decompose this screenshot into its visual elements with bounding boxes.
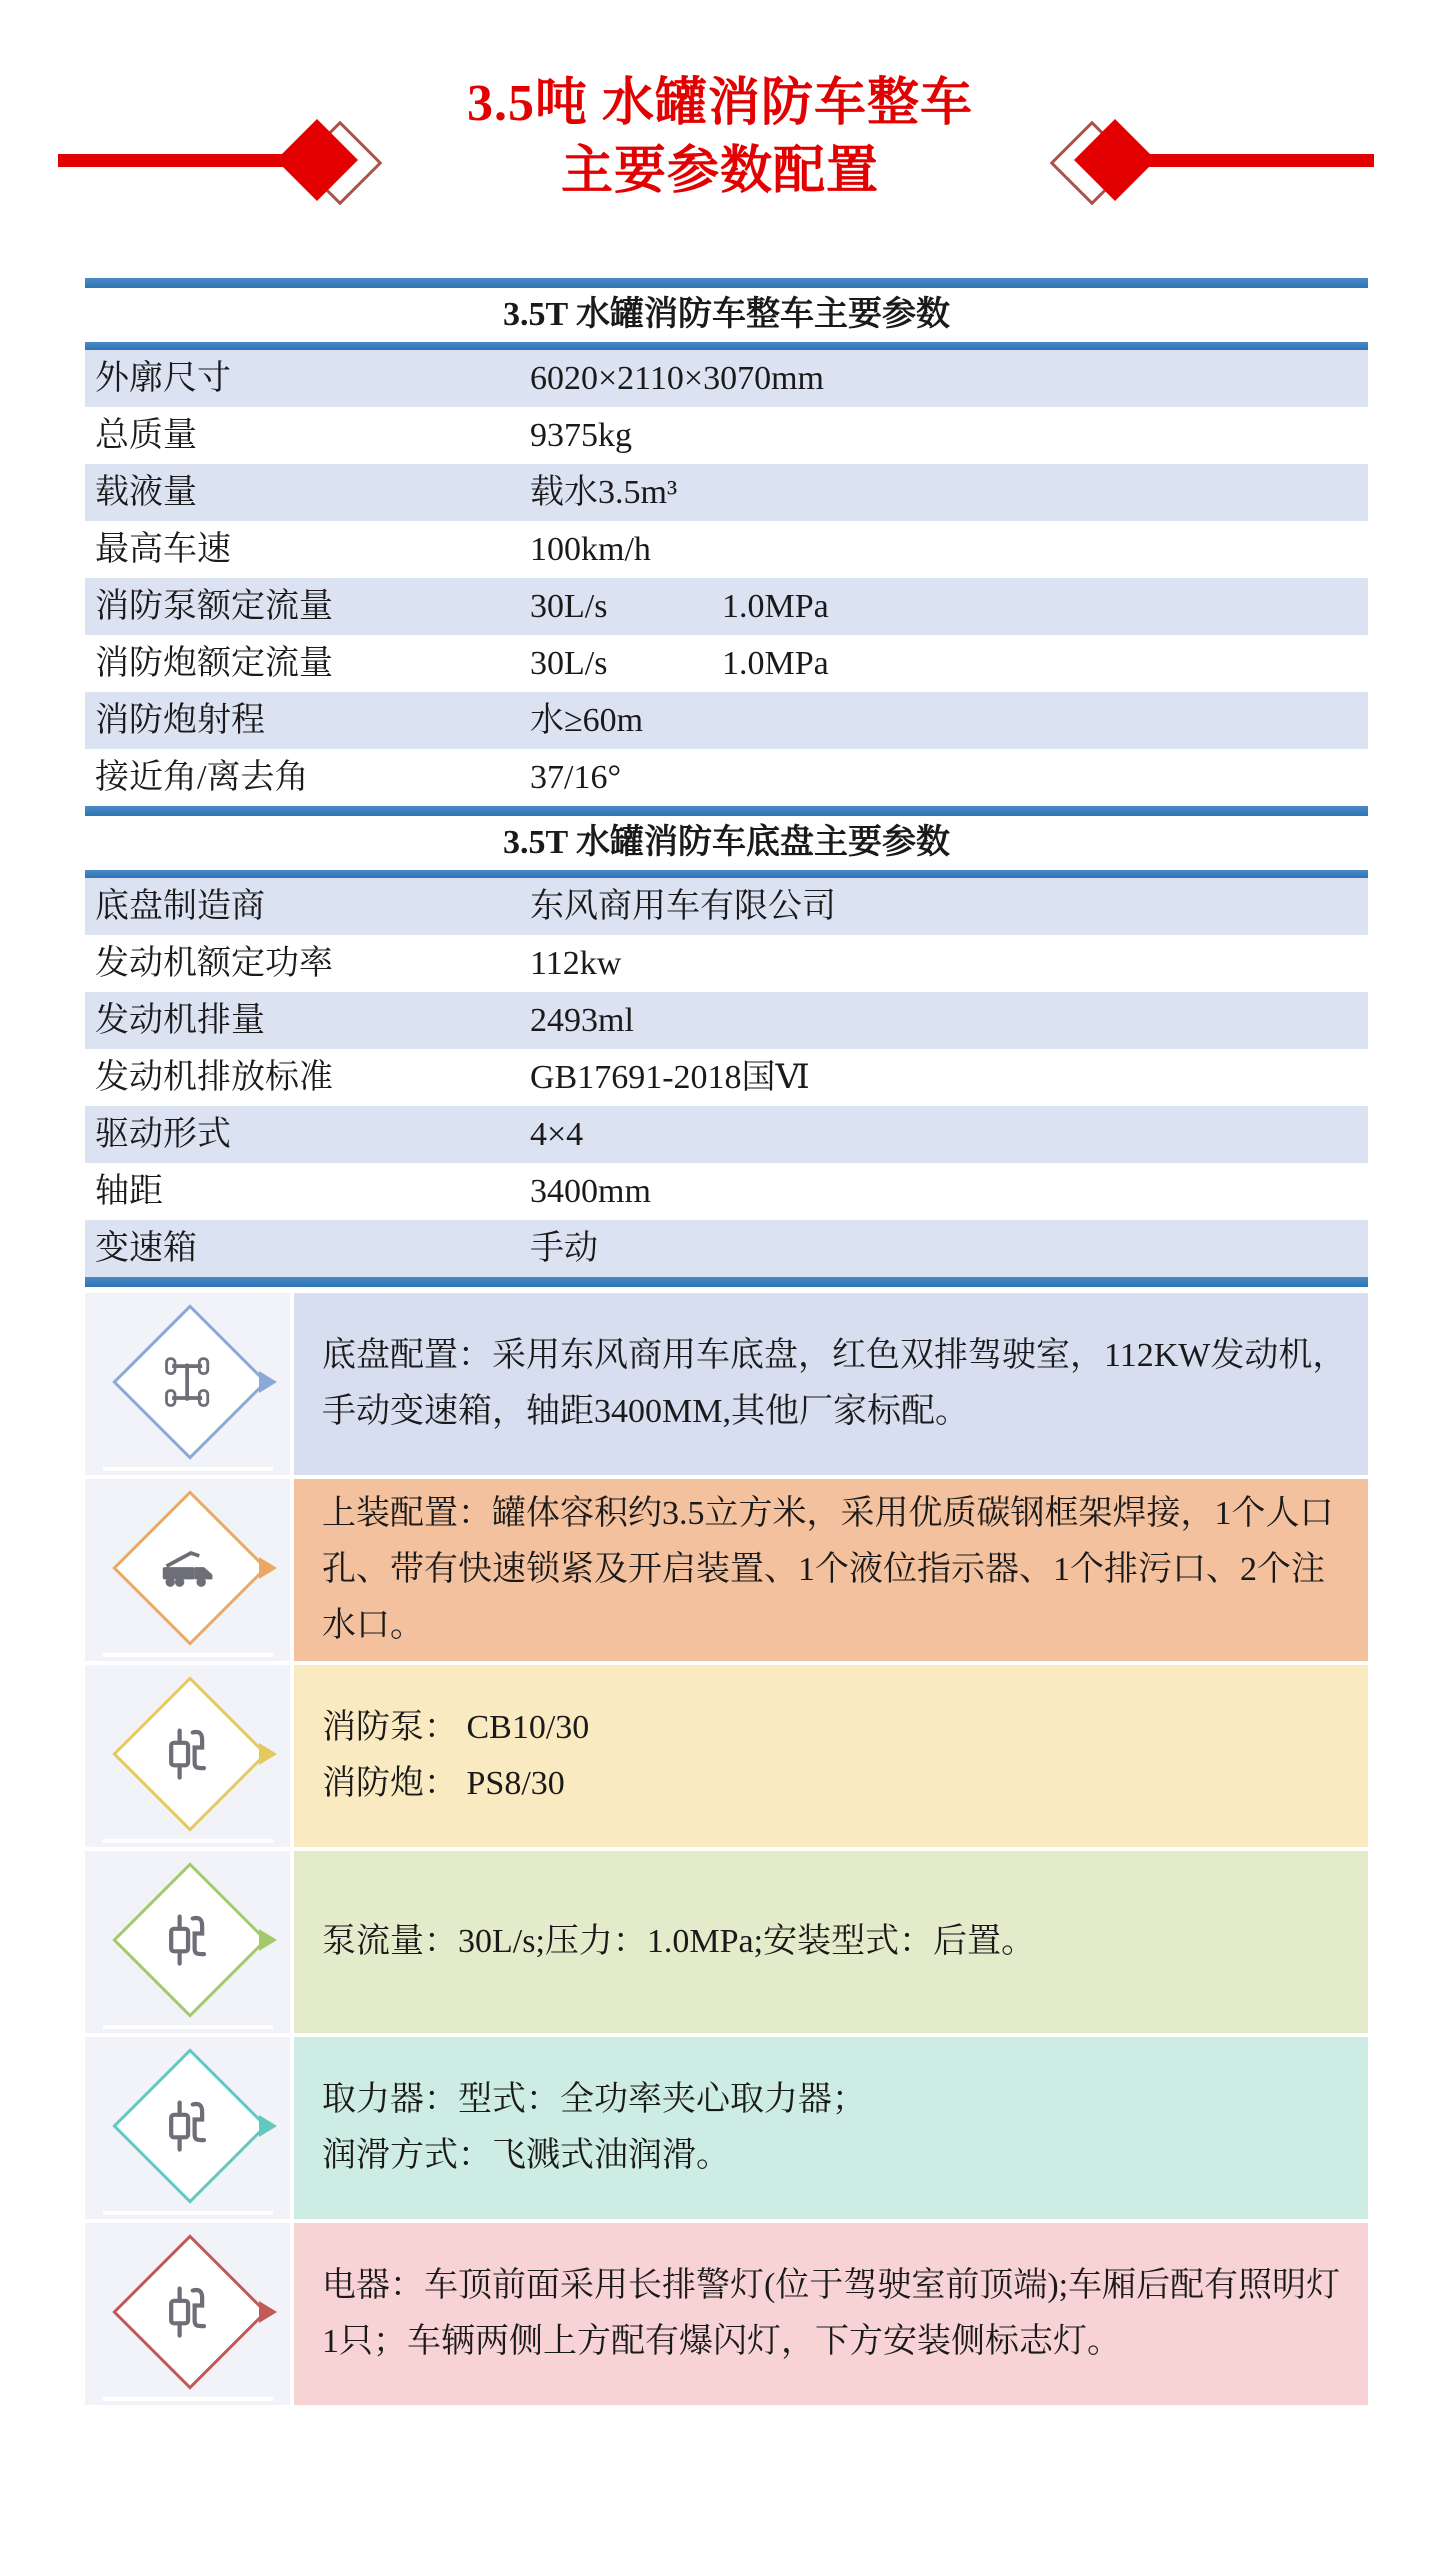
decor-line	[58, 154, 290, 167]
table-row	[85, 935, 1368, 992]
row-value: 30L/s	[530, 588, 608, 625]
row-label: 轴距	[95, 1173, 163, 1210]
row-value: 4×4	[530, 1116, 584, 1153]
feature-row-pump-flow	[85, 1851, 1368, 2033]
table-row	[85, 464, 1368, 521]
diamond-arrow-icon	[259, 1371, 277, 1393]
feature-row-pto	[85, 2037, 1368, 2219]
feature-row-chassis	[85, 1293, 1368, 1475]
feature-text	[294, 1851, 1368, 2033]
feature-icon-cell	[85, 1851, 290, 2033]
pump-icon	[159, 1725, 219, 1785]
icon-underline	[103, 1839, 273, 1843]
row-label: 最高车速	[95, 531, 231, 568]
table-row	[85, 635, 1368, 692]
divider	[85, 1277, 1368, 1287]
diamond-arrow-icon	[259, 2115, 277, 2137]
fire-truck-icon	[159, 1539, 219, 1599]
feature-row-tank-body	[85, 1479, 1368, 1661]
table-row	[85, 350, 1368, 407]
icon-underline	[103, 2025, 273, 2029]
row-value: 2493ml	[530, 1002, 634, 1039]
diamond-arrow-icon	[259, 1557, 277, 1579]
feature-line: 电器：车顶前面采用长排警灯(位于驾驶室前顶端);车厢后配有照明灯1只；车辆两侧上方配有爆闪灯，下方安装侧标志灯。	[322, 2267, 1341, 2360]
row-label: 发动机排放标准	[95, 1059, 333, 1096]
divider	[85, 870, 1368, 878]
diamond-arrow-icon	[259, 2301, 277, 2323]
feature-text	[294, 2223, 1368, 2405]
page-title-line1: 3.5吨 水罐消防车整车	[466, 75, 973, 132]
diamond-arrow-icon	[259, 1743, 277, 1765]
feature-text	[294, 1293, 1368, 1475]
table-row	[85, 407, 1368, 464]
table-row	[85, 692, 1368, 749]
row-label: 消防炮额定流量	[95, 645, 333, 682]
page-title-line2: 主要参数配置	[560, 143, 879, 200]
row-value: 水≥60m	[530, 702, 644, 739]
feature-icon-cell	[85, 1479, 290, 1661]
row-value: 9375kg	[530, 417, 632, 454]
table-row	[85, 1106, 1368, 1163]
row-value: 112kw	[530, 945, 622, 982]
feature-text	[294, 2037, 1368, 2219]
table-row	[85, 578, 1368, 635]
row-label: 变速箱	[95, 1230, 197, 1267]
table-row	[85, 1220, 1368, 1277]
feature-icon-cell	[85, 2223, 290, 2405]
table-row	[85, 1163, 1368, 1220]
row-label: 底盘制造商	[95, 888, 265, 925]
row-value: 30L/s	[530, 645, 608, 682]
feature-line: 润滑方式：飞溅式油润滑。	[322, 2137, 730, 2174]
row-label: 总质量	[95, 417, 197, 454]
title-decor-left	[58, 112, 380, 208]
title-header	[0, 0, 1440, 278]
row-label: 消防炮射程	[95, 702, 265, 739]
title-decor-right	[1052, 112, 1374, 208]
row-value: 载水3.5m³	[530, 474, 678, 511]
table-row	[85, 749, 1368, 806]
feature-icon-cell	[85, 2037, 290, 2219]
diamond-ornament-icon	[1052, 112, 1148, 208]
row-value: 6020×2110×3070mm	[530, 360, 824, 397]
row-value: 37/16°	[530, 759, 622, 796]
diamond-arrow-icon	[259, 1929, 277, 1951]
row-label: 载液量	[95, 474, 197, 511]
divider	[85, 806, 1368, 816]
feature-line: 消防炮： PS8/30	[322, 1765, 565, 1802]
table-row	[85, 521, 1368, 578]
row-value: 东风商用车有限公司	[530, 888, 836, 925]
row-label: 发动机排量	[95, 1002, 265, 1039]
chassis-icon	[159, 1353, 219, 1413]
feature-line: 泵流量：30L/s;压力：1.0MPa;安装型式：后置。	[322, 1923, 1036, 1960]
row-value: 100km/h	[530, 531, 651, 568]
feature-row-electrics	[85, 2223, 1368, 2405]
feature-text	[294, 1665, 1368, 1847]
feature-line: 上装配置：罐体容积约3.5立方米，采用优质碳钢框架焊接，1个人口孔、带有快速锁紧及开启装置、1个液位指示器、1个排污口、2个注水口。	[322, 1495, 1334, 1644]
diamond-ornament-icon	[284, 112, 380, 208]
feature-line: 消防泵： CB10/30	[322, 1709, 590, 1746]
row-label: 接近角/离去角	[95, 759, 309, 796]
row-value: 3400mm	[530, 1173, 651, 1210]
row-value2: 1.0MPa	[722, 588, 829, 625]
table-row	[85, 1049, 1368, 1106]
divider	[85, 342, 1368, 350]
pump-icon	[159, 2097, 219, 2157]
row-value2: 1.0MPa	[722, 645, 829, 682]
icon-underline	[103, 2211, 273, 2215]
icon-underline	[103, 2397, 273, 2401]
feature-line: 取力器：型式：全功率夹心取力器；	[322, 2081, 866, 2118]
table-row	[85, 878, 1368, 935]
icon-underline	[103, 1653, 273, 1657]
row-label: 消防泵额定流量	[95, 588, 333, 625]
row-value: 手动	[530, 1230, 598, 1267]
table2-header: 3.5T 水罐消防车底盘主要参数	[85, 816, 1368, 870]
icon-underline	[103, 1467, 273, 1471]
feature-icon-cell	[85, 1293, 290, 1475]
feature-icon-cell	[85, 1665, 290, 1847]
decor-line	[1142, 154, 1374, 167]
pump-icon	[159, 2283, 219, 2343]
pump-icon	[159, 1911, 219, 1971]
table-row	[85, 992, 1368, 1049]
row-value: GB17691-2018国Ⅵ	[530, 1059, 810, 1096]
row-label: 外廓尺寸	[95, 360, 231, 397]
feature-line: 底盘配置：采用东风商用车底盘，红色双排驾驶室，112KW发动机，手动变速箱，轴距3400MM,其他厂家标配。	[322, 1337, 1347, 1430]
table1-header: 3.5T 水罐消防车整车主要参数	[85, 288, 1368, 342]
feature-text	[294, 1479, 1368, 1661]
spec-content	[85, 278, 1368, 2405]
feature-row-fire-pump	[85, 1665, 1368, 1847]
row-label: 驱动形式	[95, 1116, 231, 1153]
row-label: 发动机额定功率	[95, 945, 333, 982]
divider	[85, 278, 1368, 288]
